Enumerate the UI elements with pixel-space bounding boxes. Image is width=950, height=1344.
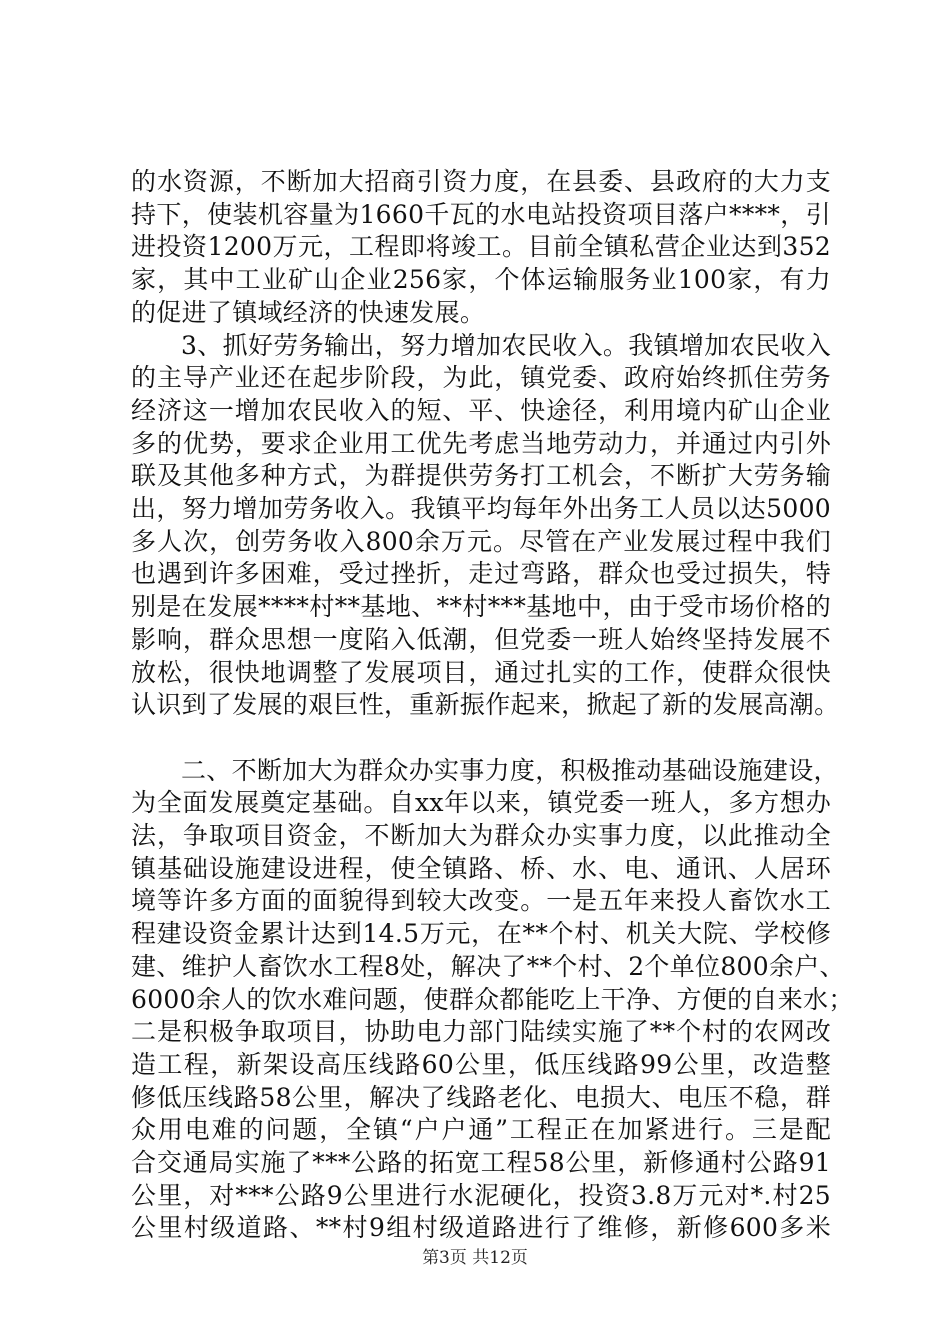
text-line: 境等许多方面的面貌得到较大改变。一是五年来投人畜饮水工 — [131, 886, 831, 916]
text-line: 持下，使装机容量为1660千瓦的水电站投资项目落户****，引 — [131, 199, 831, 229]
paragraph-gap — [131, 722, 831, 755]
paragraph-infrastructure — [131, 755, 854, 1246]
text-line: 多的优势，要求企业用工优先考虑当地劳动力，并通过内引外 — [131, 428, 831, 458]
text-line: 出，努力增加劳务收入。我镇平均每年外出务工人员以达5000 — [131, 494, 831, 524]
text-line: 的主导产业还在起步阶段，为此，镇党委、政府始终抓住劳务 — [131, 363, 831, 393]
text-line: 二是积极争取项目，协助电力部门陆续实施了**个村的农网改 — [131, 1017, 831, 1047]
text-line: 多人次，创劳务收入800余万元。尽管在产业发展过程中我们 — [131, 526, 831, 556]
text-line: 公里，对***公路9公里进行水泥硬化，投资3.8万元对*.村25 — [131, 1180, 831, 1210]
text-line: 众用电难的问题，全镇“户户通”工程正在加紧进行。三是配 — [131, 1115, 831, 1145]
text-line: 公里村级道路、**村9组村级道路进行了维修，新修600多米 — [131, 1213, 831, 1243]
text-line: 法，争取项目资金，不断加大为群众办实事力度，以此推动全 — [131, 821, 831, 851]
text-line: 的水资源，不断加大招商引资力度，在县委、县政府的大力支 — [131, 167, 831, 196]
paragraph-labor-export — [131, 330, 840, 722]
document-body — [131, 166, 854, 1245]
text-line: 影响，群众思想一度陷入低潮，但党委一班人始终坚持发展不 — [131, 624, 831, 654]
text-line: 为全面发展奠定基础。自xx年以来，镇党委一班人，多方想办 — [131, 788, 831, 818]
text-line: 造工程，新架设高压线路60公里，低压线路99公里，改造整 — [131, 1049, 831, 1079]
text-line: 程建设资金累计达到14.5万元，在**个村、机关大院、学校修 — [131, 919, 831, 949]
text-line: 二、不断加大为群众办实事力度，积极推动基础设施建设， — [181, 755, 839, 785]
text-line: 建、维护人畜饮水工程8处，解决了**个村、2个单位800余户、 — [131, 951, 845, 981]
text-line: 镇基础设施建设进程，使全镇路、桥、水、电、通讯、人居环 — [131, 853, 831, 883]
text-line: 也遇到许多困难，受过挫折，走过弯路，群众也受过损失，特 — [131, 559, 831, 589]
text-line: 的促进了镇域经济的快速发展。 — [131, 297, 486, 327]
text-line: 3、抓好劳务输出，努力增加农民收入。我镇增加农民收入 — [181, 330, 831, 360]
text-line: 放松，很快地调整了发展项目，通过扎实的工作，使群众很快 — [131, 657, 831, 687]
text-line: 家，其中工业矿山企业256家，个体运输服务业100家，有力 — [131, 265, 831, 295]
text-line: 合交通局实施了***公路的拓宽工程58公里，新修通村公路91 — [131, 1148, 831, 1178]
text-line: 进投资1200万元，工程即将竣工。目前全镇私营企业达到352 — [131, 232, 831, 262]
text-line: 联及其他多种方式，为群提供劳务打工机会，不断扩大劳务输 — [131, 461, 831, 491]
text-line: 修低压线路58公里，解决了线路老化、电损大、电压不稳，群 — [131, 1082, 831, 1112]
paragraph-hydropower — [131, 166, 831, 330]
page-number-footer: 第3页 共12页 — [422, 1248, 528, 1268]
text-line: 别是在发展****村**基地、**村***基地中，由于受市场价格的 — [131, 592, 831, 622]
text-line: 经济这一增加农民收入的短、平、快途径，利用境内矿山企业 — [131, 395, 831, 425]
text-line: 认识到了发展的艰巨性，重新振作起来，掀起了新的发展高潮。 — [131, 690, 840, 720]
text-line: 6000余人的饮水难问题，使群众都能吃上干净、方便的自来水； — [131, 984, 854, 1014]
